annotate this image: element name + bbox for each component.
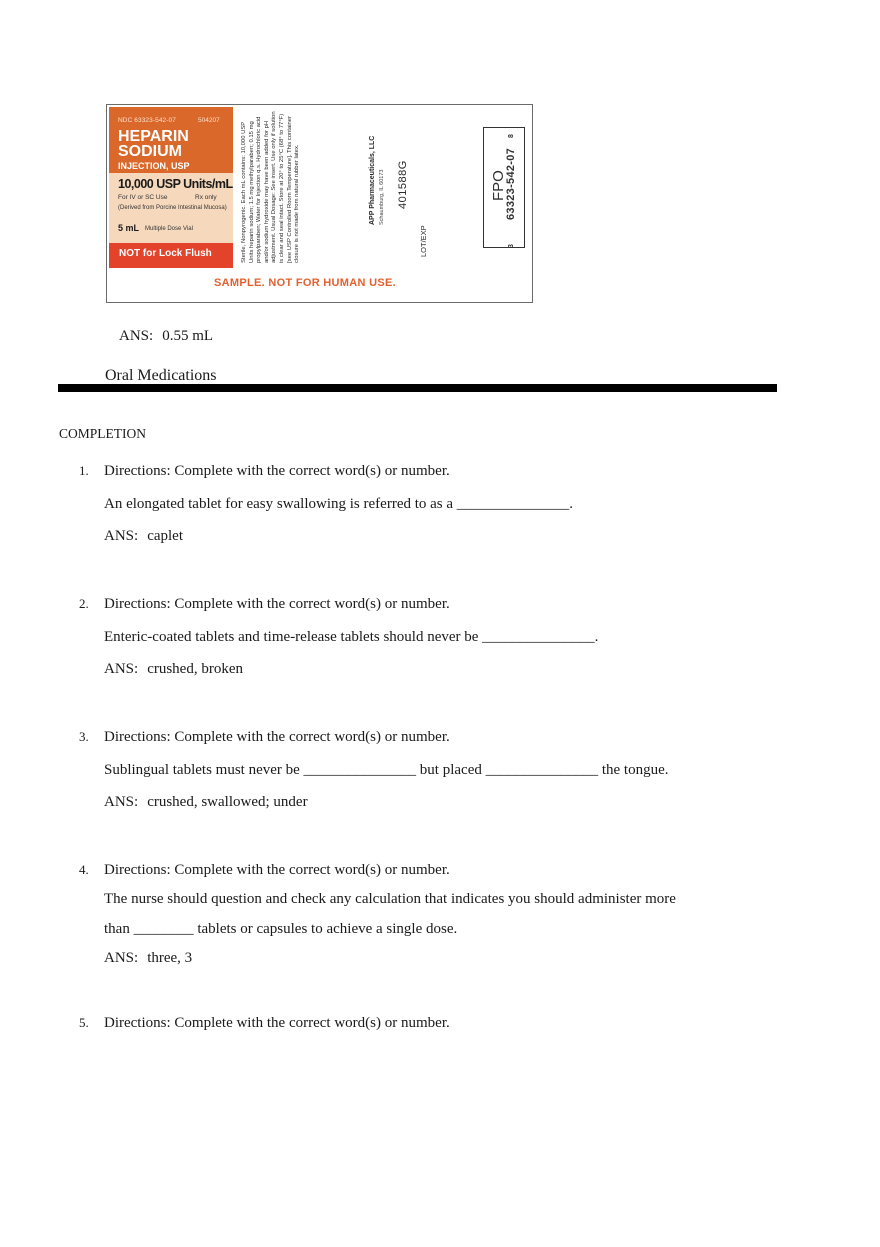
question-directions: Directions: Complete with the correct word(s) or number. [104,729,450,745]
question-directions: Directions: Complete with the correct word(s) or number. [104,1015,450,1031]
question-text: than ________ tablets or capsules to achieve a single dose. [104,921,458,937]
label-derived: (Derived from Porcine Intestinal Mucosa) [118,205,227,211]
heparin-vial-label [106,104,533,303]
label-rx-only: Rx only [195,194,217,201]
ans-label: ANS: [104,528,139,544]
question-number: 4. [79,862,89,877]
label-fpo: FPO [490,170,507,201]
question-text: An elongated tablet for easy swallowing is referred to as a _______________. [104,496,574,512]
label-lot-code: 401588G [397,160,409,209]
label-description: Sterile, Nonpyrogenic. Each mL contains: 10,000 USP Units heparin sodium; 1.5 mg methylparaben; 0.15 mg propylparaben; Water for Injection q.s. Hydrochloric acid and/or sodium hydroxide may have been added for pH adjustment. Usual Dosage: See insert. Use only if solution is clear and seal intact. Store at 20° to 25°C (68° to 77°F) [see USP Controlled Room Temperature]. This container closure is not made from natural rubber latex. [241,111,301,263]
label-flush-warning: NOT for Lock Flush [119,248,212,259]
question-number: 2. [79,596,89,611]
label-multiple-dose: Multiple Dose Vial [145,226,193,232]
ans-value: 0.55 mL [162,328,214,344]
ans-value: caplet [147,528,183,544]
label-sample-notice: SAMPLE. NOT FOR HUMAN USE. [214,277,396,289]
question-number: 3. [79,729,89,744]
question-number: 1. [79,463,89,478]
ans-label: ANS: [104,794,139,810]
section-title: Oral Medications [105,367,217,384]
section-divider [58,384,777,392]
label-barcode-digit-left: 3 [508,244,515,248]
label-volume: 5 mL [118,223,140,233]
label-barcode-ndc: 63323-542-07 [505,147,517,220]
question-directions: Directions: Complete with the correct word(s) or number. [104,596,450,612]
question-directions: Directions: Complete with the correct word(s) or number. [104,463,450,479]
question-answer [104,527,183,545]
question-text: The nurse should question and check any calculation that indicates you should administer more [104,891,676,907]
ans-label: ANS: [104,950,139,966]
question-answer [104,660,243,678]
ans-value: crushed, broken [147,661,243,677]
label-product-code: 504207 [198,117,220,124]
question-answer [104,949,192,967]
previous-answer [119,327,213,345]
section-type: COMPLETION [59,426,146,441]
ans-label: ANS: [119,328,154,344]
ans-label: ANS: [104,661,139,677]
question-text: Sublingual tablets must never be _______________ but placed _______________ the tongue. [104,762,669,778]
label-drug-name: HEPARIN SODIUM [118,128,189,160]
label-barcode-digit-right: 8 [508,134,515,138]
label-injection: INJECTION, USP [118,161,190,171]
ans-value: three, 3 [147,950,193,966]
label-lot-exp: LOT/EXP [419,225,428,257]
ans-value: crushed, swallowed; under [147,794,308,810]
label-manufacturer: APP Pharmaceuticals, LLC [369,135,376,225]
label-ndc: NDC 63323-542-07 [118,117,176,124]
label-strength: 10,000 USP Units/mL [118,177,233,191]
question-text: Enteric-coated tablets and time-release tablets should never be _______________. [104,629,599,645]
question-directions: Directions: Complete with the correct word(s) or number. [104,862,450,878]
question-number: 5. [79,1015,89,1030]
question-answer [104,793,308,811]
label-route: For IV or SC Use [118,194,168,201]
label-city: Schaumburg, IL 60173 [379,169,385,225]
